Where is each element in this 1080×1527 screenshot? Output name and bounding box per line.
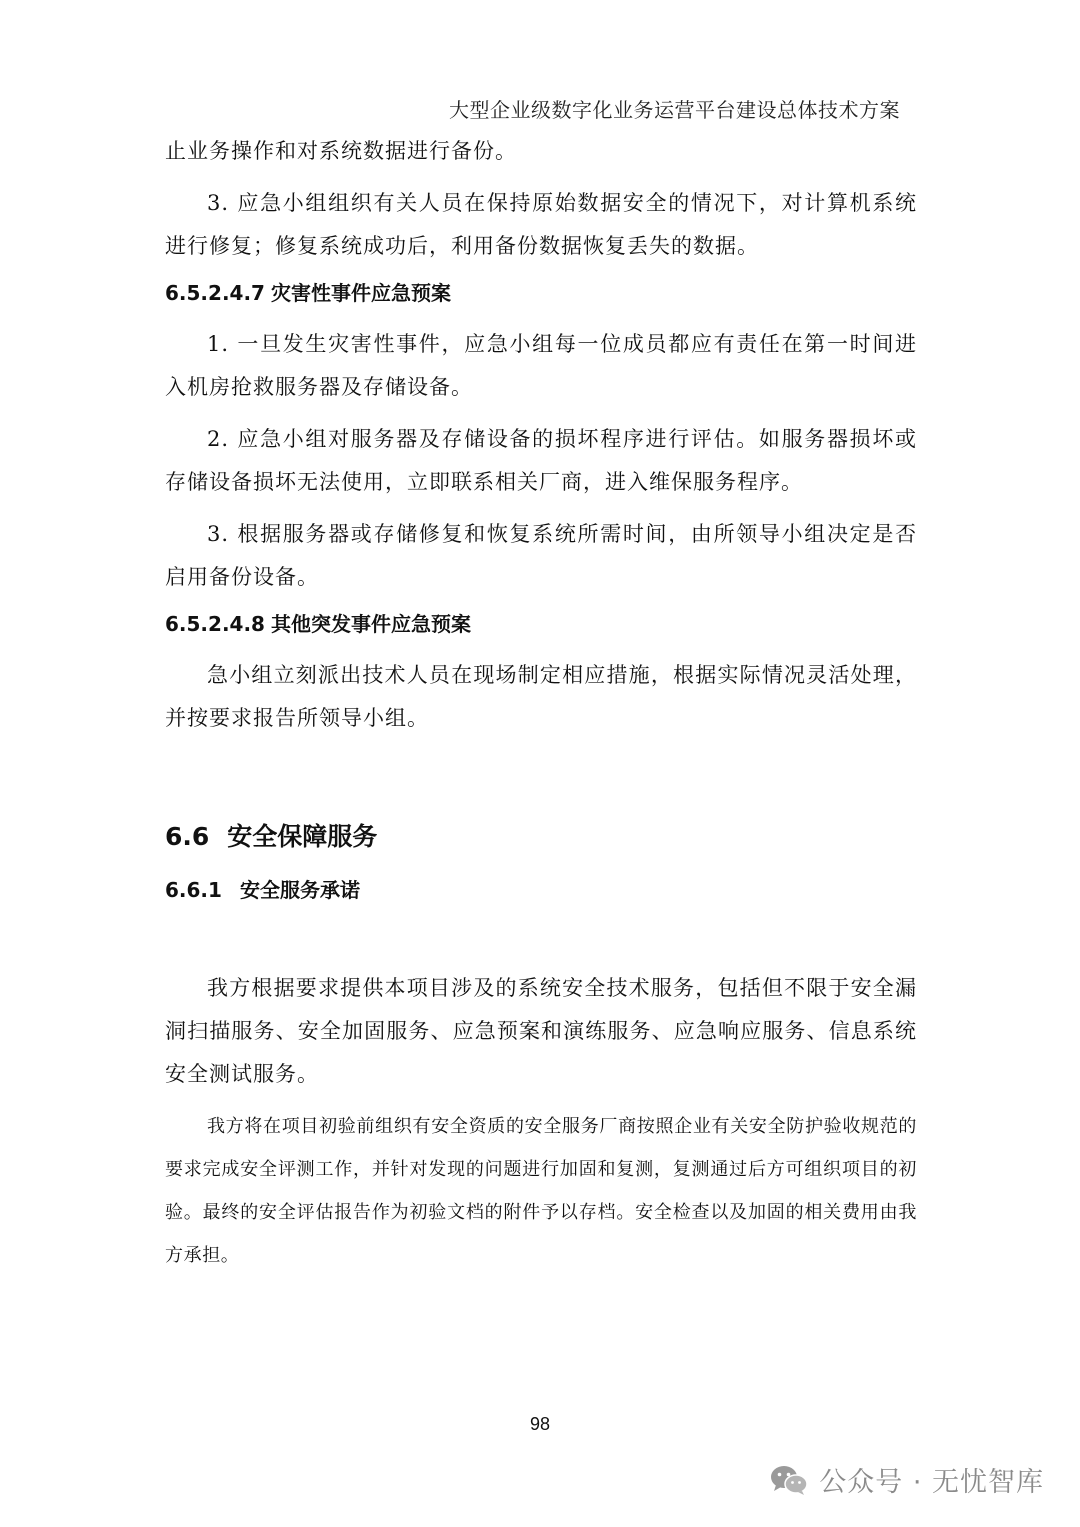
paragraph-security-services: 我方根据要求提供本项目涉及的系统安全技术服务，包括但不限于安全漏洞扫描服务、安全加固服务、应急预案和演练服务、应急响应服务、信息系统安全测试服务。 [165, 976, 917, 1086]
page-content [165, 130, 917, 1286]
heading-security-commitment [165, 875, 917, 905]
paragraph-security-evaluation: 我方将在项目初验前组织有安全资质的安全服务厂商按照企业有关安全防护验收规范的要求完成安全评测工作，并针对发现的问题进行加固和复测，复测通过后方可组织项目的初验。最终的安全评估报告作为初验文档的附件予以存档。安全检查以及加固的相关费用由我方承担。 [165, 1116, 917, 1266]
wechat-icon [769, 1464, 809, 1496]
heading-text: 安全保障服务 [227, 822, 378, 851]
paragraph-continuation: 止业务操作和对系统数据进行备份。 [165, 139, 517, 163]
heading-text: 其他突发事件应急预案 [270, 612, 471, 636]
heading-text: 安全服务承诺 [239, 878, 360, 902]
paragraph-item-3-backup: 3. 根据服务器或存储修复和恢复系统所需时间，由所领导小组决定是否启用备份设备。 [165, 522, 917, 589]
watermark [769, 1460, 1044, 1499]
heading-number: 6.5.2.4.7 [165, 281, 265, 305]
watermark-text: 公众号 · 无忧智库 [819, 1467, 1044, 1498]
paragraph-item-3-repair: 3. 应急小组组织有关人员在保持原始数据安全的情况下，对计算机系统进行修复；修复系统成功后，利用备份数据恢复丢失的数据。 [165, 191, 917, 258]
paragraph-item-2-assessment: 2. 应急小组对服务器及存储设备的损坏程序进行评估。如服务器损坏或存储设备损坏无法使用，立即联系相关厂商，进入维保服务程序。 [165, 427, 917, 494]
page-number: 98 [529, 1414, 551, 1434]
heading-security-service [165, 819, 917, 855]
heading-text: 灾害性事件应急预案 [270, 281, 451, 305]
heading-other-emergency-plan [165, 609, 917, 639]
running-header: 大型企业级数字化业务运营平台建设总体技术方案 [449, 98, 900, 122]
heading-number: 6.6.1 [165, 878, 222, 902]
heading-number: 6.5.2.4.8 [165, 612, 265, 636]
paragraph-item-1-disaster: 1. 一旦发生灾害性事件，应急小组每一位成员都应有责任在第一时间进入机房抢救服务器及存储设备。 [165, 332, 917, 399]
section-spacer [165, 749, 917, 819]
heading-number: 6.6 [165, 822, 210, 851]
paragraph-other-emergency: 急小组立刻派出技术人员在现场制定相应措施，根据实际情况灵活处理，并按要求报告所领导小组。 [165, 663, 917, 730]
heading-disaster-plan [165, 278, 917, 308]
